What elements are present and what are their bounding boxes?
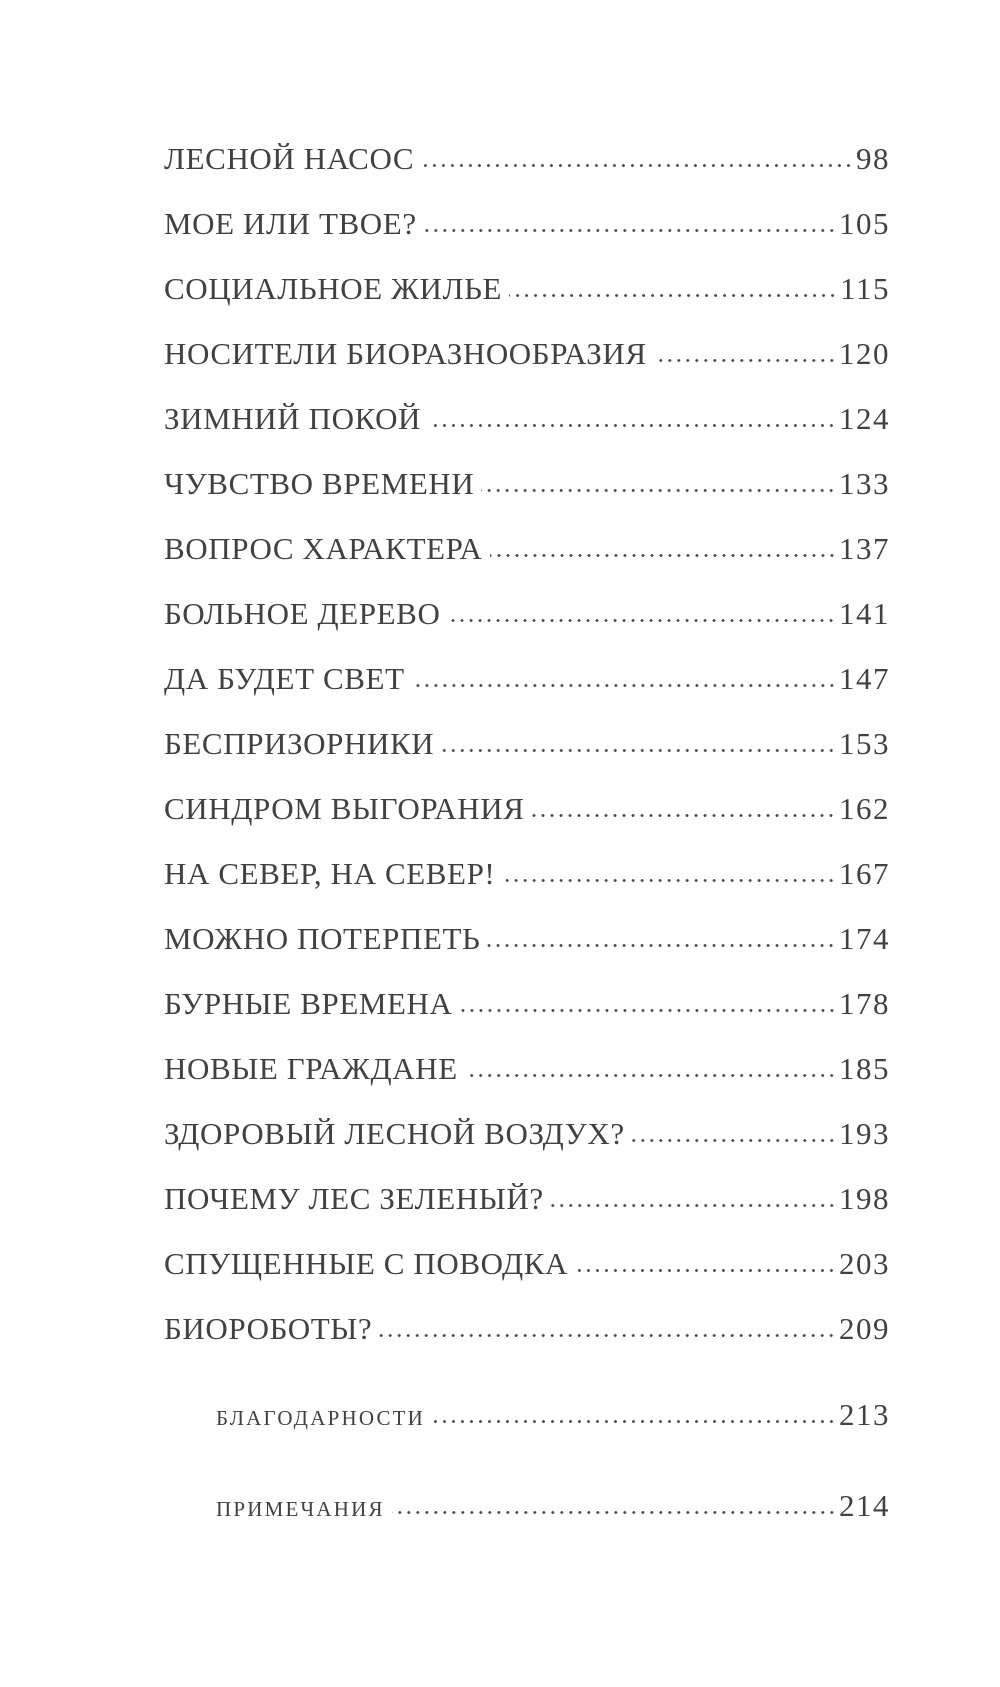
toc-entry-title: МОЖНО ПОТЕРПЕТЬ: [164, 921, 481, 956]
toc-entry-page: 141: [839, 596, 890, 631]
toc-entry: [164, 533, 890, 564]
dot-leader: [392, 1508, 836, 1516]
toc-entry-page: 133: [839, 466, 890, 501]
toc-entry: [164, 1183, 890, 1214]
toc-entry: [164, 1053, 890, 1084]
toc-entry: [164, 1313, 890, 1344]
dot-leader: [379, 1331, 836, 1339]
toc-entry-title: БЛАГОДАРНОСТИ: [216, 1406, 426, 1430]
dot-leader: [421, 161, 853, 169]
toc-entry-title: ЛЕСНОЙ НАСОС: [164, 141, 415, 176]
toc-entry-page: 214: [839, 1488, 890, 1523]
toc-entry-title: СИНДРОМ ВЫГОРАНИЯ: [164, 791, 525, 826]
toc-entry-page: 98: [856, 141, 890, 176]
toc-entry-title: ДА БУДЕТ СВЕТ: [164, 661, 405, 696]
toc-entry-title: ЗИМНИЙ ПОКОЙ: [164, 401, 422, 436]
dot-leader: [490, 551, 836, 559]
toc-entry: [164, 208, 890, 239]
toc-entry-title: ПОЧЕМУ ЛЕС ЗЕЛЕНЫЙ?: [164, 1181, 544, 1216]
dot-leader: [575, 1266, 836, 1274]
toc-entry: [164, 728, 890, 759]
toc-entry: [164, 988, 890, 1019]
toc-entry: [164, 1118, 890, 1149]
dot-leader: [465, 1071, 836, 1079]
toc-entry-title: НОВЫЕ ГРАЖДАНЕ: [164, 1051, 458, 1086]
toc-entry-page: 203: [839, 1246, 890, 1281]
dot-leader: [441, 746, 836, 754]
toc-entry: [164, 598, 890, 629]
dot-leader: [481, 486, 836, 494]
table-of-contents: [164, 143, 890, 1559]
toc-entry: [164, 923, 890, 954]
toc-entry-title: СПУЩЕННЫЕ С ПОВОДКА: [164, 1246, 569, 1281]
dot-leader: [412, 681, 836, 689]
toc-entry-title: ЗДОРОВЫЙ ЛЕСНОЙ ВОЗДУХ?: [164, 1116, 625, 1151]
toc-entry-page: 198: [839, 1181, 890, 1216]
toc-entry-title: БУРНЫЕ ВРЕМЕНА: [164, 986, 453, 1021]
toc-entry-page: 105: [839, 206, 890, 241]
toc-entry: [164, 858, 890, 889]
dot-leader: [654, 356, 836, 364]
toc-entry: [164, 793, 890, 824]
toc-entry-page: 213: [839, 1397, 890, 1432]
toc-entry-page: 153: [839, 726, 890, 761]
toc-entry-page: 167: [839, 856, 890, 891]
dot-leader: [424, 226, 836, 234]
toc-entry-title: БОЛЬНОЕ ДЕРЕВО: [164, 596, 441, 631]
toc-entry-page: 193: [839, 1116, 890, 1151]
dot-leader: [487, 941, 836, 949]
toc-entry: [164, 468, 890, 499]
toc-entry-title: СОЦИАЛЬНОЕ ЖИЛЬЕ: [164, 271, 503, 306]
toc-entry-page: 209: [839, 1311, 890, 1346]
toc-entry-notes: [216, 1490, 890, 1525]
dot-leader: [509, 291, 837, 299]
toc-entry-page: 115: [840, 271, 890, 306]
toc-entry-title: ПРИМЕЧАНИЯ: [216, 1497, 385, 1521]
dot-leader: [531, 811, 836, 819]
dot-leader: [432, 1417, 836, 1425]
toc-entry-page: 137: [839, 531, 890, 566]
toc-entry-page: 124: [839, 401, 890, 436]
toc-entry: [164, 143, 890, 174]
toc-entry: [164, 273, 890, 304]
toc-entry-title: ЧУВСТВО ВРЕМЕНИ: [164, 466, 475, 501]
dot-leader: [447, 616, 836, 624]
toc-entry-page: 174: [839, 921, 890, 956]
toc-entry-title: БИОРОБОТЫ?: [164, 1311, 373, 1346]
toc-entry-page: 185: [839, 1051, 890, 1086]
toc-entry: [164, 663, 890, 694]
dot-leader: [632, 1136, 836, 1144]
toc-entry-page: 162: [839, 791, 890, 826]
toc-entry-acknowledgements: [216, 1399, 890, 1434]
toc-entry: [164, 1248, 890, 1279]
toc-entry-page: 178: [839, 986, 890, 1021]
toc-entry-page: 147: [839, 661, 890, 696]
dot-leader: [551, 1201, 836, 1209]
dot-leader: [428, 421, 836, 429]
dot-leader: [502, 876, 836, 884]
toc-entry-title: ВОПРОС ХАРАКТЕРА: [164, 531, 483, 566]
toc-entry-page: 120: [839, 336, 890, 371]
dot-leader: [460, 1006, 836, 1014]
toc-entry-title: НА СЕВЕР, НА СЕВЕР!: [164, 856, 496, 891]
toc-entry: [164, 338, 890, 369]
toc-entry-title: НОСИТЕЛИ БИОРАЗНООБРАЗИЯ: [164, 336, 647, 371]
toc-entry-title: МОЕ ИЛИ ТВОЕ?: [164, 206, 417, 241]
toc-entry-title: БЕСПРИЗОРНИКИ: [164, 726, 435, 761]
toc-entry: [164, 403, 890, 434]
